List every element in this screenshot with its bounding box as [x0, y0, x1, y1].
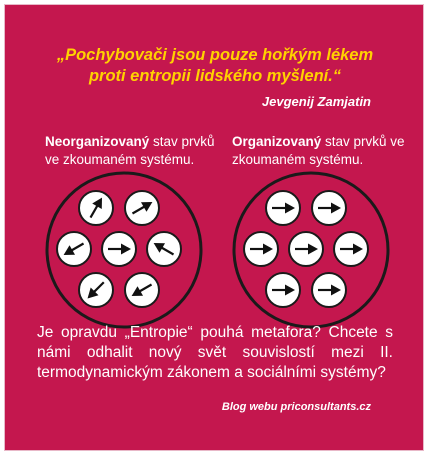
caption-disordered: [45, 133, 225, 169]
caption-disordered-rest: stav prvků ve zkoumaném systému.: [45, 134, 215, 167]
disordered-system-diagram: [44, 170, 204, 330]
disordered-particle: [147, 232, 181, 266]
ordered-particle: [312, 273, 346, 307]
ordered-particle: [266, 191, 300, 225]
disordered-particle: [125, 191, 159, 225]
disordered-particle: [57, 232, 91, 266]
ordered-particle: [312, 191, 346, 225]
disordered-particle: [79, 273, 113, 307]
caption-ordered-bold: Organizovaný: [232, 134, 322, 149]
disordered-particle: [102, 232, 136, 266]
caption-ordered-rest: stav prvků ve zkoumaném systému.: [232, 134, 405, 167]
ordered-system-diagram: [231, 170, 391, 330]
caption-ordered: [232, 133, 412, 169]
poster-card: [4, 4, 424, 451]
ordered-particle: [244, 232, 278, 266]
ordered-particle: [334, 232, 368, 266]
blog-credit: Blog webu priconsultants.cz: [221, 401, 371, 413]
disordered-particle: [79, 191, 113, 225]
quote-text: „Pochybovači jsou pouze hořkým lékem proti entropii lidského myšlení.“: [56, 46, 374, 85]
ordered-particle: [266, 273, 300, 307]
body-text: Je opravdu „Entropie“ pouhá metafora? Chcete s námi odhalit nový svět souvislostí mezi II. termodynamickým zákonem a sociálními systémy?: [37, 324, 393, 381]
disordered-particle: [125, 273, 159, 307]
quote-author: Jevgenij Zamjatin: [261, 94, 371, 109]
ordered-particle: [289, 232, 323, 266]
caption-disordered-bold: Neorganizovaný: [45, 134, 150, 149]
